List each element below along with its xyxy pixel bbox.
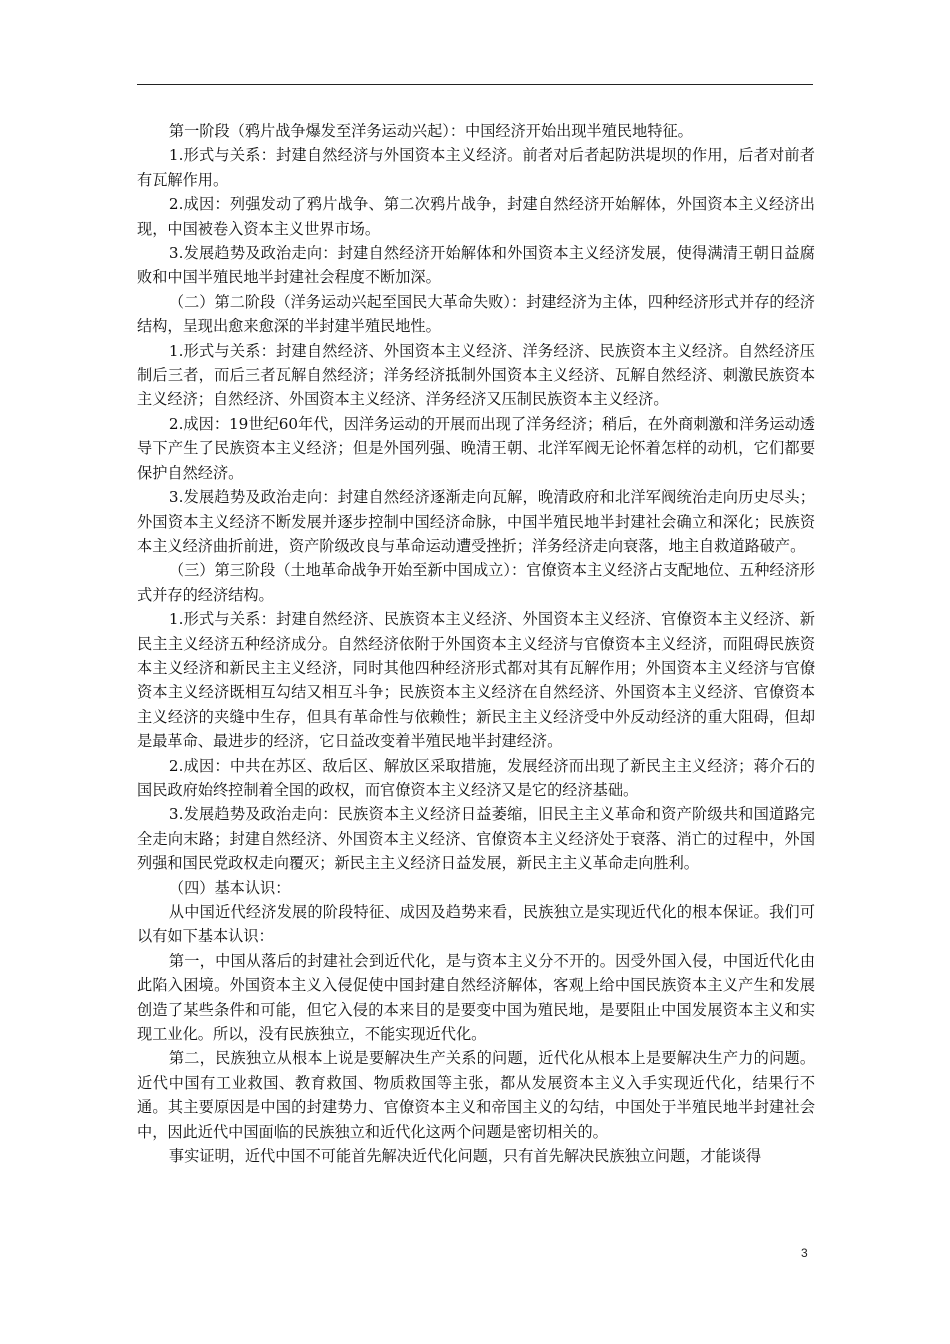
body-text	[137, 119, 815, 1168]
paragraph: 2.成因：19世纪60年代，因洋务运动的开展而出现了洋务经济；稍后，在外商刺激和洋务运动透导下产生了民族资本主义经济；但是外国列强、晚清王朝、北洋军阀无论怀着怎样的动机，它们都要保护自然经济。	[137, 414, 815, 482]
paragraph: 3.发展趋势及政治走向：民族资本主义经济日益萎缩，旧民主主义革命和资产阶级共和国道路完全走向末路；封建自然经济、外国资本主义经济、官僚资本主义经济处于衰落、消亡的过程中，外国列强和国民党政权走向覆灭；新民主主义经济日益发展，新民主主义革命走向胜利。	[137, 805, 815, 873]
page-number: 3	[801, 1246, 808, 1260]
paragraph: （二）第二阶段（洋务运动兴起至国民大革命失败）：封建经济为主体，四种经济形式并存的经济结构，呈现出愈来愈深的半封建半殖民地性。	[137, 292, 815, 336]
paragraph: 第一，中国从落后的封建社会到近代化，是与资本主义分不开的。因受外国入侵，中国近代化由此陷入困境。外国资本主义入侵促使中国封建自然经济解体，客观上给中国民族资本主义产生和发展创造了某些条件和可能，但它入侵的本来目的是要变中国为殖民地，是要阻止中国发展资本主义和实现工业化。所以，没有民族独立，不能实现近代化。	[137, 951, 815, 1044]
header-rule	[137, 84, 813, 85]
paragraph: 3.发展趋势及政治走向：封建自然经济开始解体和外国资本主义经济发展，使得满清王朝日益腐败和中国半殖民地半封建社会程度不断加深。	[137, 244, 815, 287]
paragraph: 1.形式与关系：封建自然经济、外国资本主义经济、洋务经济、民族资本主义经济。自然经济压制后三者，而后三者瓦解自然经济；洋务经济抵制外国资本主义经济、瓦解自然经济、刺激民族资本主义经济；自然经济、外国资本主义经济、洋务经济又压制民族资本主义经济。	[137, 341, 815, 409]
paragraph: 3.发展趋势及政治走向：封建自然经济逐渐走向瓦解，晚清政府和北洋军阀统治走向历史尽头；外国资本主义经济不断发展并逐步控制中国经济命脉，中国半殖民地半封建社会确立和深化；民族资本主义经济曲折前进，资产阶级改良与革命运动遭受挫折；洋务经济走向衰落，地主自救道路破产。	[137, 488, 815, 555]
paragraph: 1.形式与关系：封建自然经济、民族资本主义经济、外国资本主义经济、官僚资本主义经济、新民主主义经济五种经济成分。自然经济依附于外国资本主义经济与官僚资本主义经济，而阻碍民族资本主义经济和新民主主义经济，同时其他四种经济形式都对其有瓦解作用；外国资本主义经济与官僚资本主义经济既相互勾结又相互斗争；民族资本主义经济在自然经济、外国资本主义经济、官僚资本主义经济的夹缝中生存，但具有革命性与依赖性；新民主主义经济受中外反动经济的重大阻碍，但却是最革命、最进步的经济，它日益改变着半殖民地半封建经济。	[137, 610, 815, 751]
paragraph: 从中国近代经济发展的阶段特征、成因及趋势来看，民族独立是实现近代化的根本保证。我们可以有如下基本认识：	[137, 903, 815, 946]
paragraph: 2.成因：列强发动了鸦片战争、第二次鸦片战争，封建自然经济开始解体，外国资本主义经济出现，中国被卷入资本主义世界市场。	[137, 195, 815, 238]
paragraph: 1.形式与关系：封建自然经济与外国资本主义经济。前者对后者起防洪堤坝的作用，后者对前者有瓦解作用。	[137, 146, 815, 189]
paragraph: 事实证明，近代中国不可能首先解决近代化问题，只有首先解决民族独立问题，才能谈得	[168, 1147, 762, 1166]
paragraph: 第一阶段（鸦片战争爆发至洋务运动兴起）：中国经济开始出现半殖民地特征。	[168, 122, 693, 140]
paragraph: （四）基本认识：	[168, 878, 291, 897]
paragraph: 第二，民族独立从根本上说是要解决生产关系的问题，近代化从根本上是要解决生产力的问题。近代中国有工业救国、教育救国、物质救国等主张，都从发展资本主义入手实现近代化，结果行不通。其主要原因是中国的封建势力、官僚资本主义和帝国主义的勾结，中国处于半殖民地半封建社会中，因此近代中国面临的民族独立和近代化这两个问题是密切相关的。	[137, 1049, 815, 1141]
paragraph: （三）第三阶段（土地革命战争开始至新中国成立）：官僚资本主义经济占支配地位、五种经济形式并存的经济结构。	[137, 561, 815, 604]
paragraph: 2.成因：中共在苏区、敌后区、解放区采取措施，发展经济而出现了新民主主义经济；蒋介石的国民政府始终控制着全国的政权，而官僚资本主义经济又是它的经济基础。	[137, 756, 815, 799]
